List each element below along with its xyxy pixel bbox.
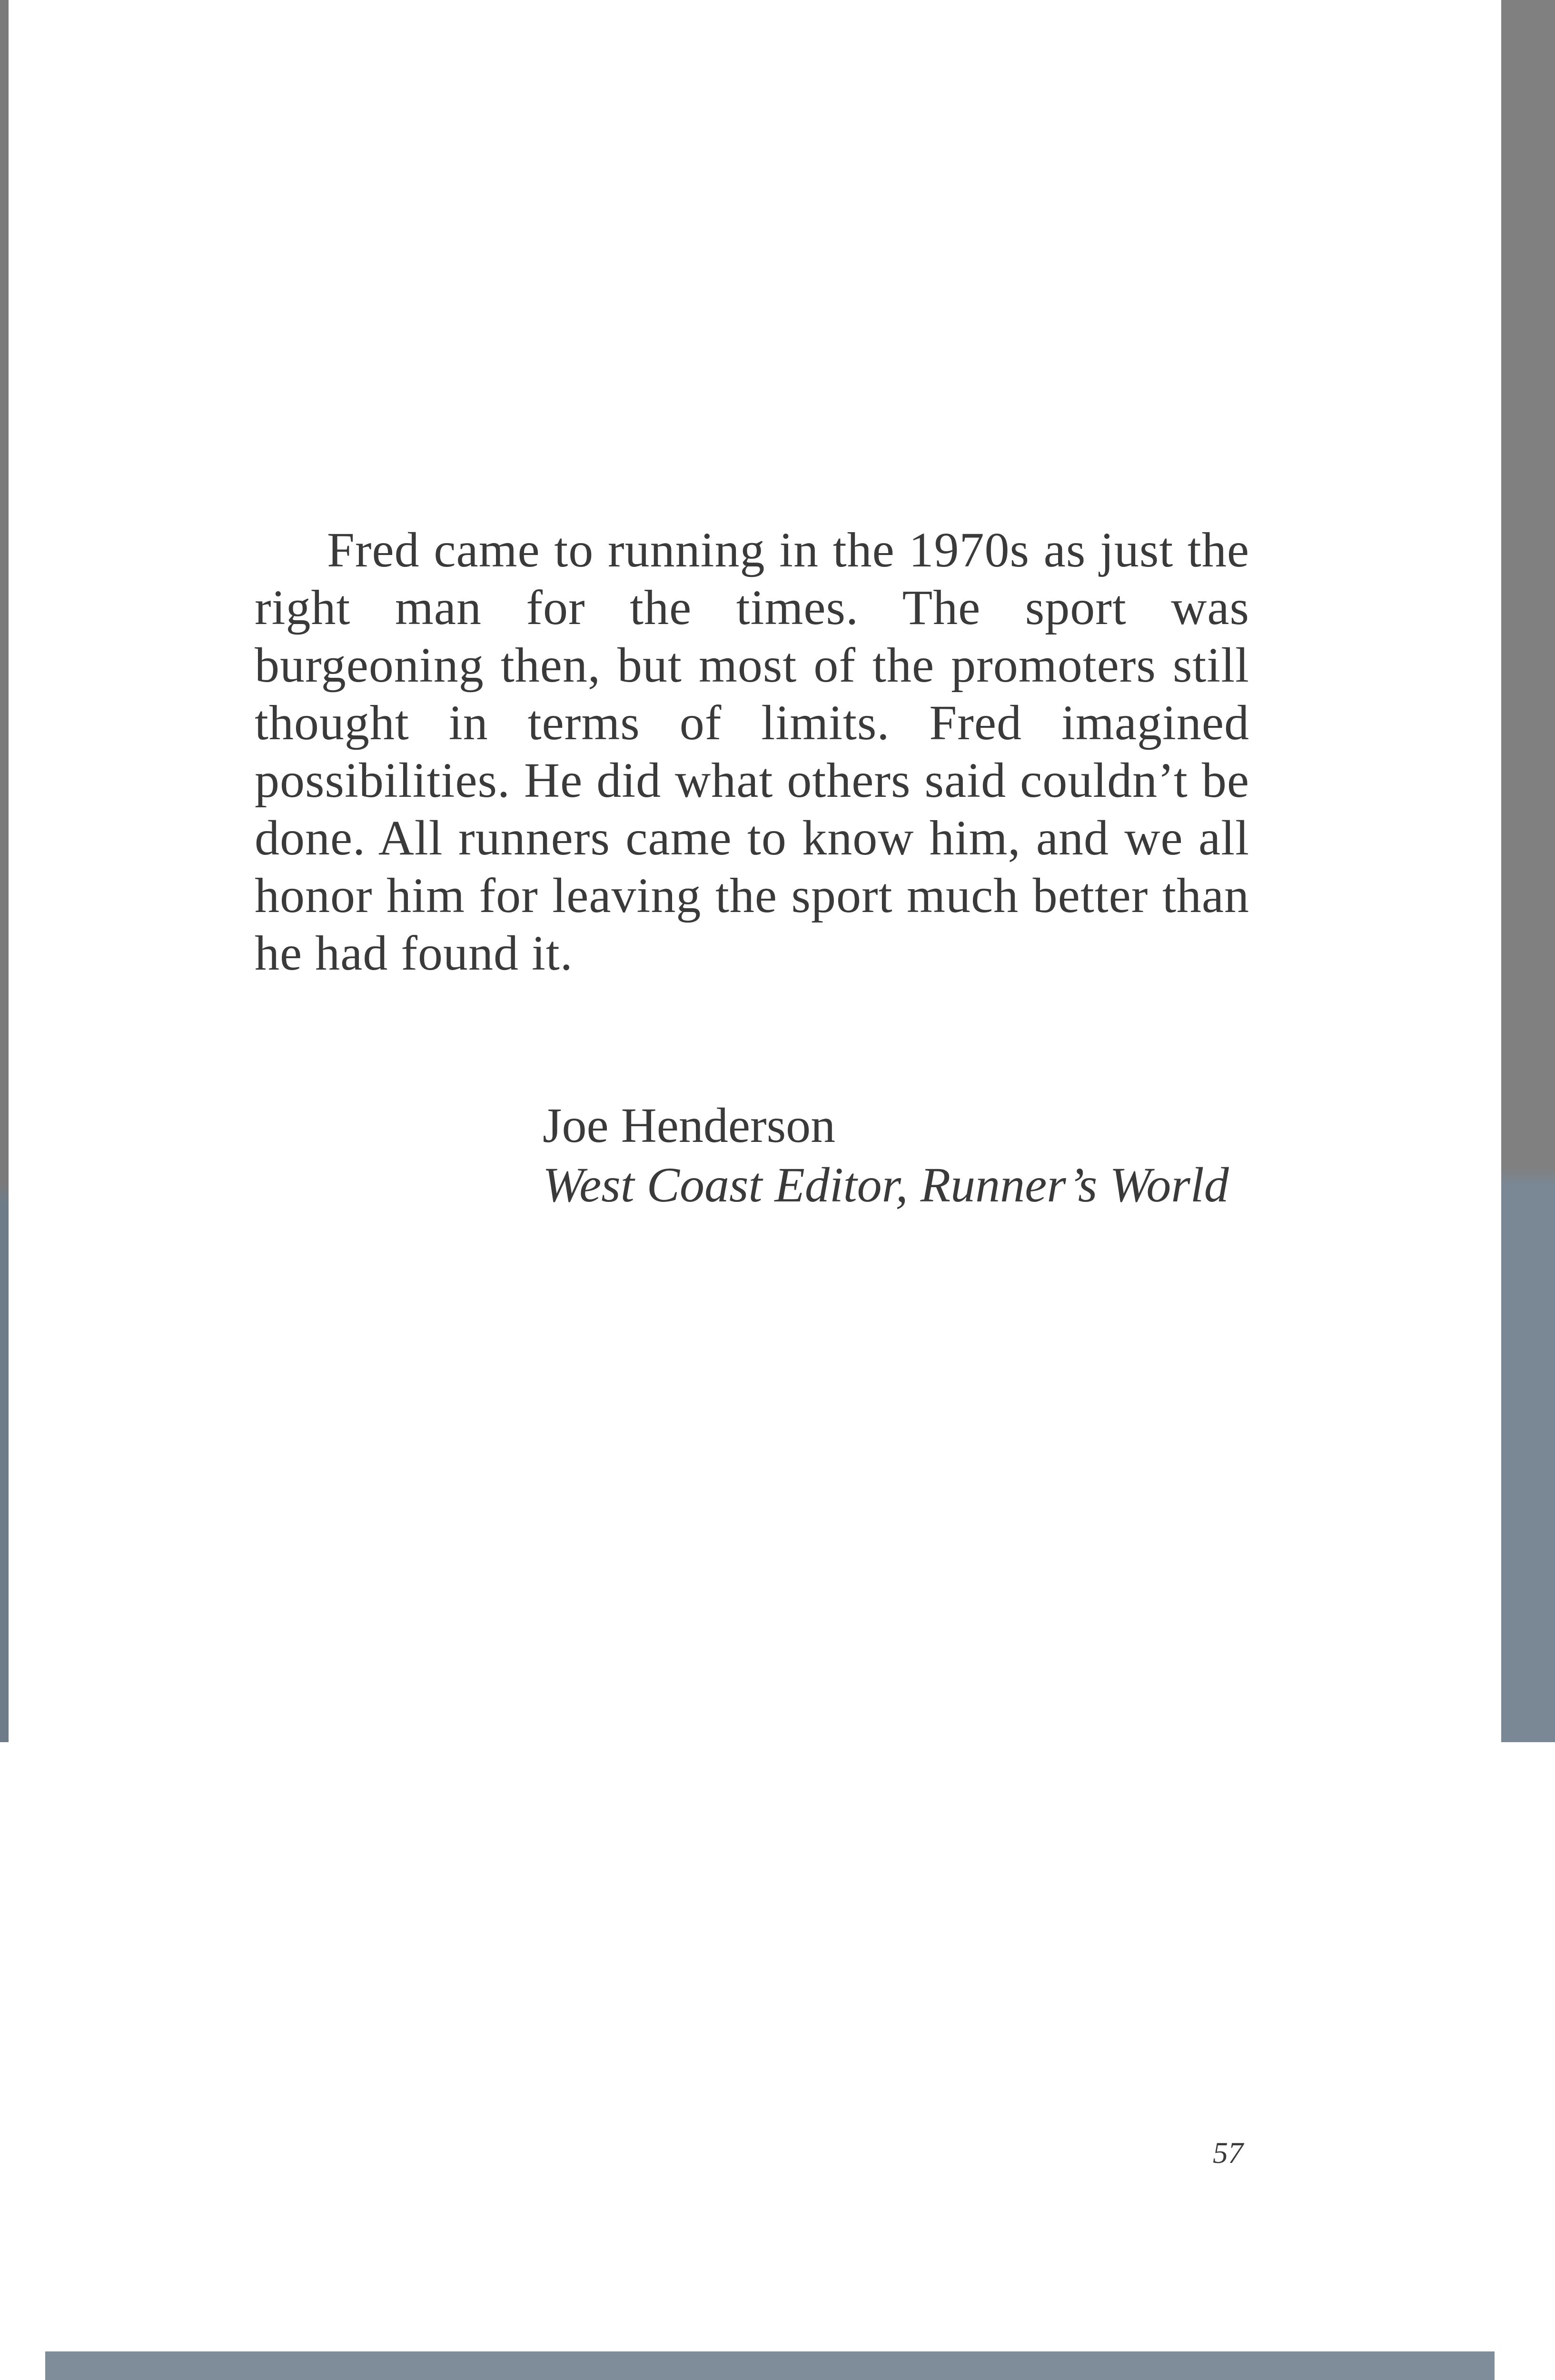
page-number: 57 xyxy=(1213,2136,1243,2170)
attribution-block xyxy=(543,1096,1229,1215)
body-paragraph: Fred came to running in the 1970s as just the right man for the times. The sport was burgeoning then, but most of the promoters still thought in terms of limits. Fred imagined possibilities. He did what others said couldn’t be done. All runners came to know him, and we all honor him for leaving the sport much better than he had found it. xyxy=(255,523,1249,981)
author-title: West Coast Editor, Runner’s World xyxy=(543,1158,1229,1212)
scan-edge-bottom xyxy=(45,2351,1495,2380)
scan-edge-right xyxy=(1501,0,1555,1742)
author-name: Joe Henderson xyxy=(543,1098,836,1153)
scan-edge-left xyxy=(0,0,9,1742)
